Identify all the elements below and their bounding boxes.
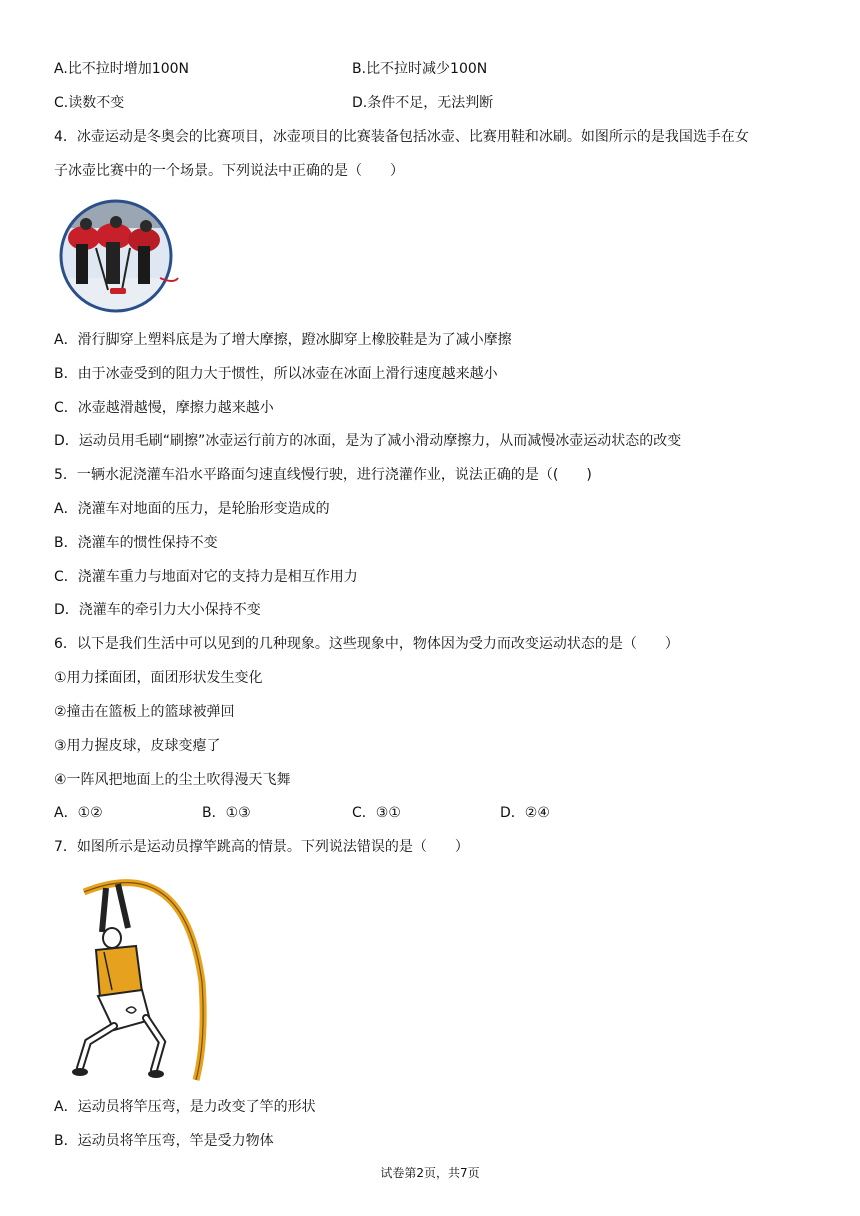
q6-option-b: B．①③ bbox=[202, 805, 251, 821]
q4-option-d: D．运动员用毛刷“刷擦”冰壶运行前方的冰面，是为了减小滑动摩擦力，从而减慢冰壶运动状态的改变 bbox=[54, 433, 682, 449]
q6-item-2: ②撞击在篮板上的篮球被弹回 bbox=[54, 704, 235, 720]
pole-vault-illustration bbox=[66, 872, 212, 1082]
page-footer: 试卷第2页，共7页 bbox=[380, 1166, 480, 1180]
q6-item-1: ①用力揉面团，面团形状发生变化 bbox=[54, 670, 263, 686]
q3-option-c: C.读数不变 bbox=[54, 95, 125, 111]
q7-option-b: B．运动员将竿压弯，竿是受力物体 bbox=[54, 1133, 274, 1149]
q3-option-b: B.比不拉时减少100N bbox=[352, 61, 488, 77]
q7-stem: 7．如图所示是运动员撑竿跳高的情景。下列说法错误的是（ ） bbox=[54, 839, 469, 855]
curling-photo bbox=[56, 198, 186, 314]
q6-option-a: A．①② bbox=[54, 805, 103, 821]
q5-option-b: B．浇灌车的惯性保持不变 bbox=[54, 535, 218, 551]
q5-option-d: D．浇灌车的牵引力大小保持不变 bbox=[54, 602, 261, 618]
q4-stem-line1: 4．冰壶运动是冬奥会的比赛项目，冰壶项目的比赛装备包括冰壶、比赛用鞋和冰刷。如图所示的是我国选手在女 bbox=[54, 129, 749, 145]
q4-option-b: B．由于冰壶受到的阻力大于惯性，所以冰壶在冰面上滑行速度越来越小 bbox=[54, 366, 498, 382]
q5-stem: 5．一辆水泥浇灌车沿水平路面匀速直线慢行驶，进行浇灌作业，说法正确的是（( ) bbox=[54, 467, 592, 483]
q6-item-3: ③用力握皮球，皮球变瘪了 bbox=[54, 738, 221, 754]
q5-option-c: C．浇灌车重力与地面对它的支持力是相互作用力 bbox=[54, 569, 358, 585]
q5-option-a: A．浇灌车对地面的压力，是轮胎形变造成的 bbox=[54, 501, 330, 517]
q4-option-a: A．滑行脚穿上塑料底是为了增大摩擦，蹬冰脚穿上橡胶鞋是为了减小摩擦 bbox=[54, 332, 512, 348]
q4-stem-line2: 子冰壶比赛中的一个场景。下列说法中正确的是（ ） bbox=[54, 163, 404, 179]
q7-option-a: A．运动员将竿压弯，是力改变了竿的形状 bbox=[54, 1099, 316, 1115]
q6-option-d: D．②④ bbox=[500, 805, 550, 821]
q3-option-a: A.比不拉时增加100N bbox=[54, 61, 189, 77]
q6-option-c: C．③① bbox=[352, 805, 401, 821]
q3-option-d: D.条件不足，无法判断 bbox=[352, 95, 494, 111]
q6-item-4: ④一阵风把地面上的尘土吹得漫天飞舞 bbox=[54, 772, 291, 788]
q4-option-c: C．冰壶越滑越慢，摩擦力越来越小 bbox=[54, 400, 274, 416]
q6-stem: 6．以下是我们生活中可以见到的几种现象。这些现象中，物体因为受力而改变运动状态的是（ ） bbox=[54, 636, 679, 652]
q6-options bbox=[54, 804, 614, 822]
